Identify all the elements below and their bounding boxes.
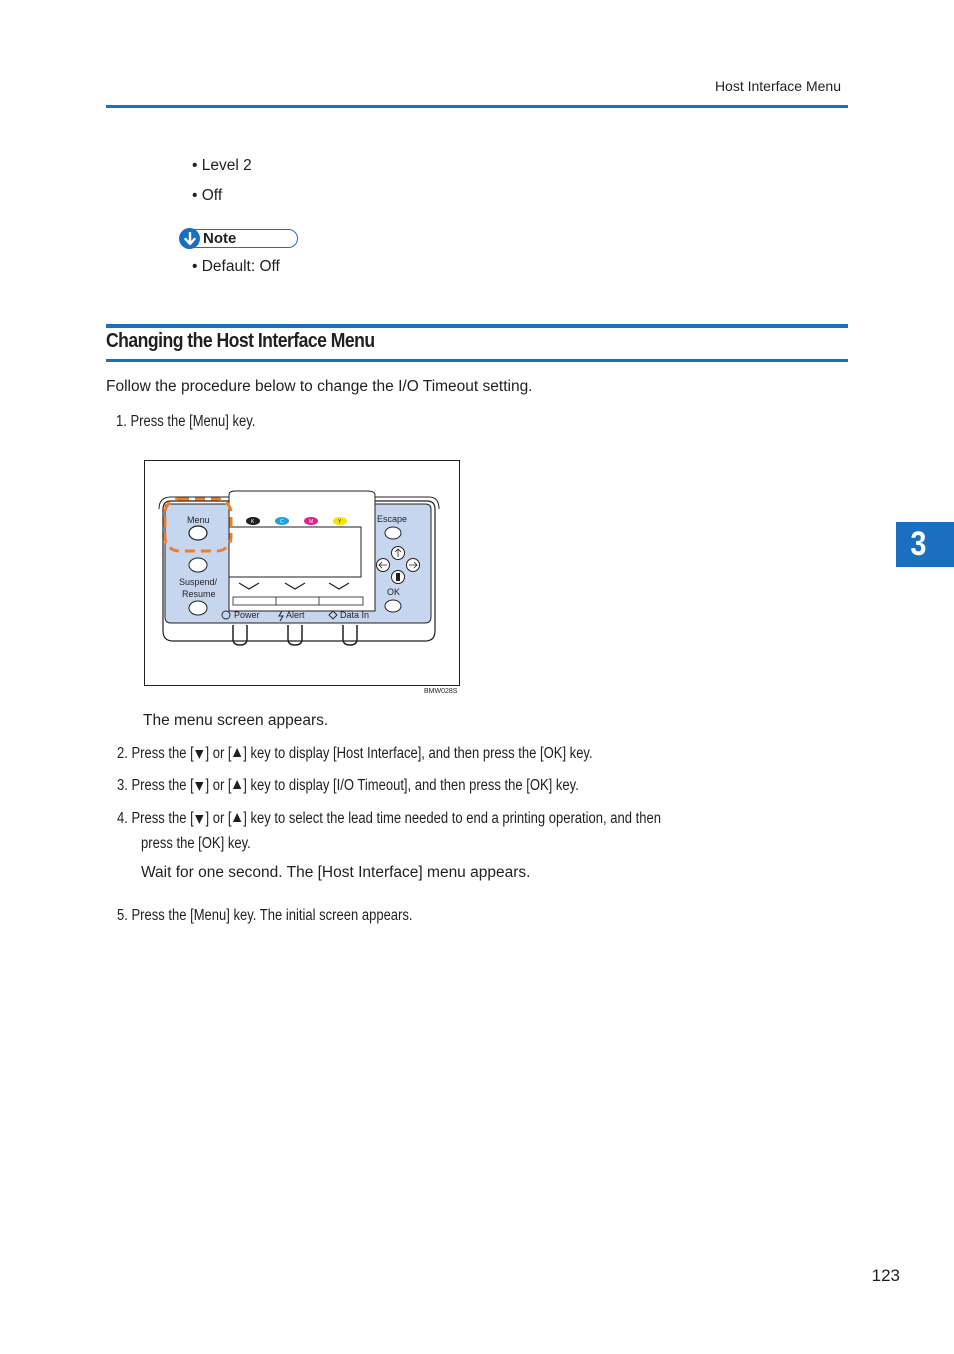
up-key-icon — [233, 813, 241, 822]
svg-text:Data In: Data In — [340, 610, 370, 620]
svg-text:C: C — [280, 519, 284, 525]
step-5: 5. Press the [Menu] key. The initial screen appears. — [117, 907, 413, 924]
header-rule — [106, 105, 848, 108]
step-1: 1. Press the [Menu] key. — [116, 413, 256, 430]
svg-text:Resume: Resume — [182, 589, 216, 599]
blank-key — [189, 558, 207, 572]
escape-key — [385, 527, 401, 539]
section-rule-top — [106, 324, 848, 328]
svg-text:M: M — [309, 519, 314, 525]
step-2: 2. Press the [ ] or [ ] key to display [Host Interface], and then press the [OK] key. — [117, 745, 593, 762]
svg-text:Alert: Alert — [286, 610, 305, 620]
down-arrow-icon — [179, 228, 200, 249]
up-key-icon — [233, 748, 241, 757]
down-key-icon — [195, 815, 203, 824]
figure-code: BMW028S — [424, 688, 458, 695]
svg-text:Y: Y — [338, 519, 342, 525]
chapter-tab: 3 — [896, 522, 954, 567]
down-key-icon — [195, 782, 203, 791]
option-item: • Off — [192, 187, 223, 204]
menu-key — [189, 526, 207, 540]
section-title: Changing the Host Interface Menu — [106, 330, 375, 352]
step-3: 3. Press the [ ] or [ ] key to display [I/O Timeout], and then press the [OK] key. — [117, 777, 579, 794]
svg-text:Suspend/: Suspend/ — [179, 577, 218, 587]
suspend-resume-key — [189, 601, 207, 615]
note-badge — [180, 229, 298, 248]
ok-key — [385, 600, 401, 612]
note-item: • Default: Off — [192, 258, 280, 275]
step-4: 4. Press the [ ] or [ ] key to select the lead time needed to end a printing operation, and then — [117, 810, 661, 827]
option-item: • Level 2 — [192, 157, 252, 174]
note-label: Note — [203, 230, 237, 247]
down-key-icon — [195, 750, 203, 759]
up-key-icon — [233, 780, 241, 789]
page-number: 123 — [871, 1266, 900, 1285]
svg-text:Power: Power — [234, 610, 260, 620]
step-4-result: Wait for one second. The [Host Interface] menu appears. — [141, 864, 531, 881]
svg-text:K: K — [251, 519, 255, 525]
section-rule-bottom — [106, 359, 848, 362]
control-panel-illustration — [145, 461, 459, 685]
svg-text:Escape: Escape — [377, 514, 408, 524]
step-4-continued: press the [OK] key. — [141, 835, 251, 852]
section-intro: Follow the procedure below to change the I/O Timeout setting. — [106, 378, 533, 395]
svg-text:Menu: Menu — [187, 515, 210, 525]
control-panel-figure — [144, 460, 460, 686]
svg-text:OK: OK — [387, 587, 401, 597]
running-header: Host Interface Menu — [714, 78, 841, 94]
step-1-result: The menu screen appears. — [143, 712, 329, 729]
